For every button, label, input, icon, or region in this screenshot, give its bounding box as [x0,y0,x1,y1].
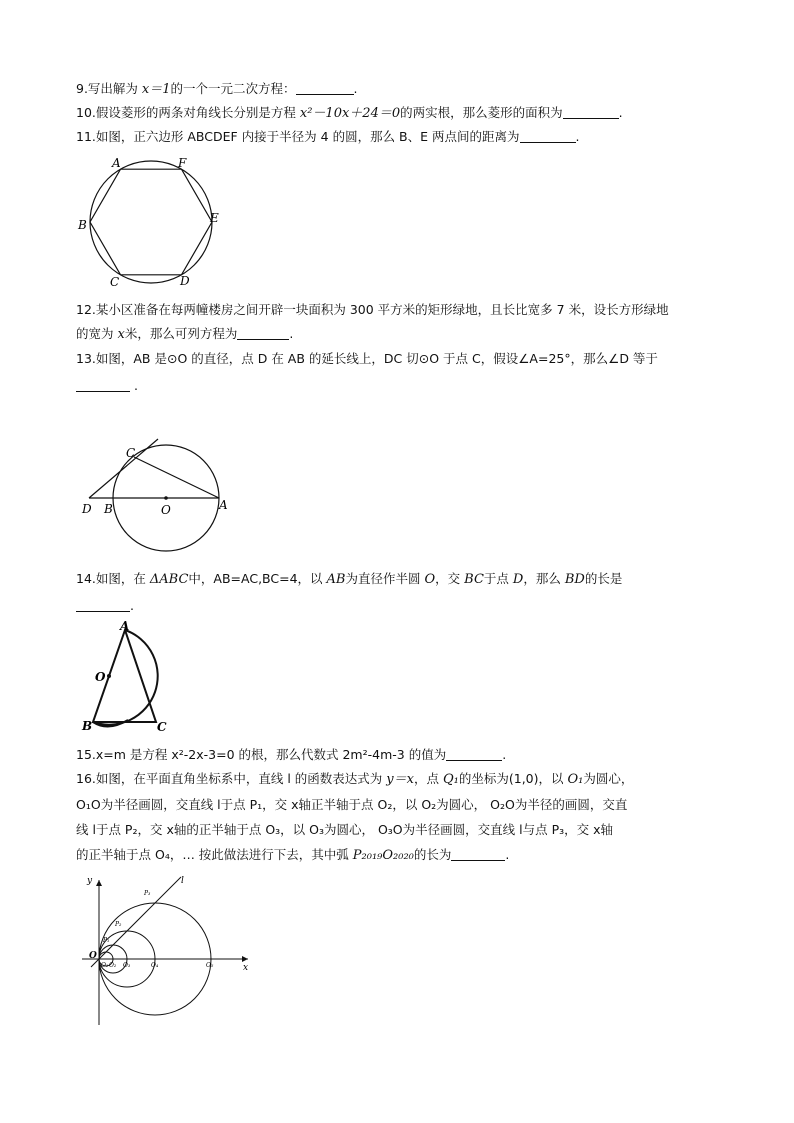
q10-math: x²－10x＋24＝0 [299,106,401,121]
coordinate-figure [78,870,258,1030]
q12-text-post: 米，那么可列方程为 [124,326,238,341]
q9-text: 9.写出解为 [76,81,138,96]
q11-end: . [575,129,580,144]
origin-label: O [89,951,97,961]
answer-blank [296,80,354,95]
question-16-line3 [76,818,734,842]
center-label-o5: O₅ [206,962,214,969]
question-13 [76,347,734,371]
hex-label-a: A [112,156,121,170]
q16-math-q1: Q₁ [442,772,459,787]
q16-text-1: ，点 [413,771,439,786]
q15-end: . [502,747,507,762]
tan-label-c: C [126,446,136,460]
question-16-line4 [76,843,734,868]
question-12 [76,298,734,322]
q9-math: x＝1 [141,82,171,97]
q16-text-2: 的坐标为(1,0)，以 [458,771,564,786]
q16-text-3: 为圆心， [583,771,634,786]
q16-line2: O₁O为半径画圆，交直线 l于点 P₁，交 x轴正半轴于点 O₂，以 O₂为圆心， O₂O为半径的画圆，交直 [76,797,628,812]
center-label-o2: O₂ [109,962,117,969]
q13-line1: 13.如图，AB 是⊙O 的直径，点 D 在 AB 的延长线上，DC 切⊙O 于点 C，假设∠A=25°，那么∠D 等于 [76,351,658,366]
tangent-figure [78,432,238,557]
tan-label-a: A [219,498,228,512]
q16-math-line: y＝x [386,772,414,787]
axis-label-y: y [87,876,93,886]
answer-blank [520,128,576,143]
center-label-o3: O₃ [123,962,131,969]
q14-math-o: O [424,572,436,587]
q15-text: 15.x=m 是方程 x²-2x-3=0 的根，那么代数式 2m²-4m-3 的值为 [76,747,447,762]
q16-text: 16.如图，在平面直角坐标系中，直线 l 的函数表达式为 [76,771,383,786]
question-16 [76,767,734,792]
q14-text-post: 的长是 [584,571,623,586]
q10-text-post: 的两实根，那么菱形的面积为 [400,105,563,120]
tri-label-b: B [82,719,93,733]
question-14 [76,567,734,592]
tri-label-o: O [95,670,106,684]
question-14-line2 [76,594,734,618]
hex-label-d: D [180,274,190,288]
question-13-line2 [76,374,734,398]
question-15 [76,743,734,767]
answer-blank [76,377,130,392]
q16-end: . [505,847,510,862]
tan-label-b: B [104,502,113,516]
q14-math-bc: BC [464,572,484,587]
q14-text-1: 中，AB=AC,BC=4，以 [188,571,323,586]
center-label-o4: O₄ [151,962,159,969]
answer-blank [563,104,619,119]
q14-text-2: 为直径作半圆 [345,571,421,586]
q16-line4-post: 的长为 [413,847,452,862]
q14-text-3: ，交 [435,571,461,586]
q16-math-arc: P₂₀₁₉O₂₀₂₀ [352,848,414,863]
q14-text-4: 于点 [483,571,509,586]
answer-blank [451,846,505,861]
q9-end: . [353,81,358,96]
tan-label-o: O [161,503,171,517]
hex-label-e: E [210,211,219,225]
question-11 [76,125,734,149]
q14-text-5: ，那么 [523,571,561,586]
hex-label-f: F [178,156,187,170]
q12-math: x [117,327,125,342]
question-12-line2 [76,322,734,347]
triangle-figure [78,620,188,740]
q14-end: . [130,598,134,613]
q16-math-o1: O₁ [567,772,584,787]
q13-end: . [133,378,138,393]
answer-blank [76,597,130,612]
q14-math-d: D [512,572,524,587]
question-16-line2 [76,793,734,817]
line-label-l: l [181,876,184,886]
axis-label-x: x [243,963,249,973]
q10-text: 10.假设菱形的两条对角线长分别是方程 [76,105,296,120]
q12-text: 的宽为 [76,326,114,341]
q11-text: 11.如图，正六边形 ABCDEF 内接于半径为 4 的圆，那么 B、E 两点间的距离为 [76,129,520,144]
hexagon-figure [76,152,226,292]
center-label-o1: O₁ [101,962,109,969]
answer-blank [237,325,289,340]
q14-math-ab: AB [326,572,346,587]
question-9 [76,77,734,102]
q14-text: 14.如图，在 [76,571,146,586]
hex-label-c: C [110,275,120,289]
hex-label-b: B [78,218,87,232]
q16-line4: 的正半轴于点 O₄，… 按此做法进行下去，其中弧 [76,847,349,862]
q12-line1: 12.某小区准备在每两幢楼房之间开辟一块面积为 300 平方米的矩形绿地，且长比宽多 7 米，设长方形绿地 [76,302,669,317]
tri-label-a: A [120,619,130,633]
point-label-p3: P₃ [144,890,151,897]
q9-text-post: 的一个一元二次方程： [170,81,296,96]
q14-math-bd: BD [564,572,585,587]
question-10 [76,101,734,126]
answer-blank [446,746,502,761]
q12-end: . [289,326,294,341]
q16-line3: 线 l于点 P₂，交 x轴的正半轴于点 O₃，以 O₃为圆心， O₃O为半径画圆，交直线 l与点 P₃，交 x轴 [76,822,613,837]
q14-math-abc: ΔABC [149,572,189,587]
tri-label-c: C [157,720,167,734]
point-label-p1: P₁ [103,937,110,944]
tan-label-d: D [82,502,92,516]
point-label-p2: P₂ [115,921,122,928]
q10-end: . [618,105,623,120]
